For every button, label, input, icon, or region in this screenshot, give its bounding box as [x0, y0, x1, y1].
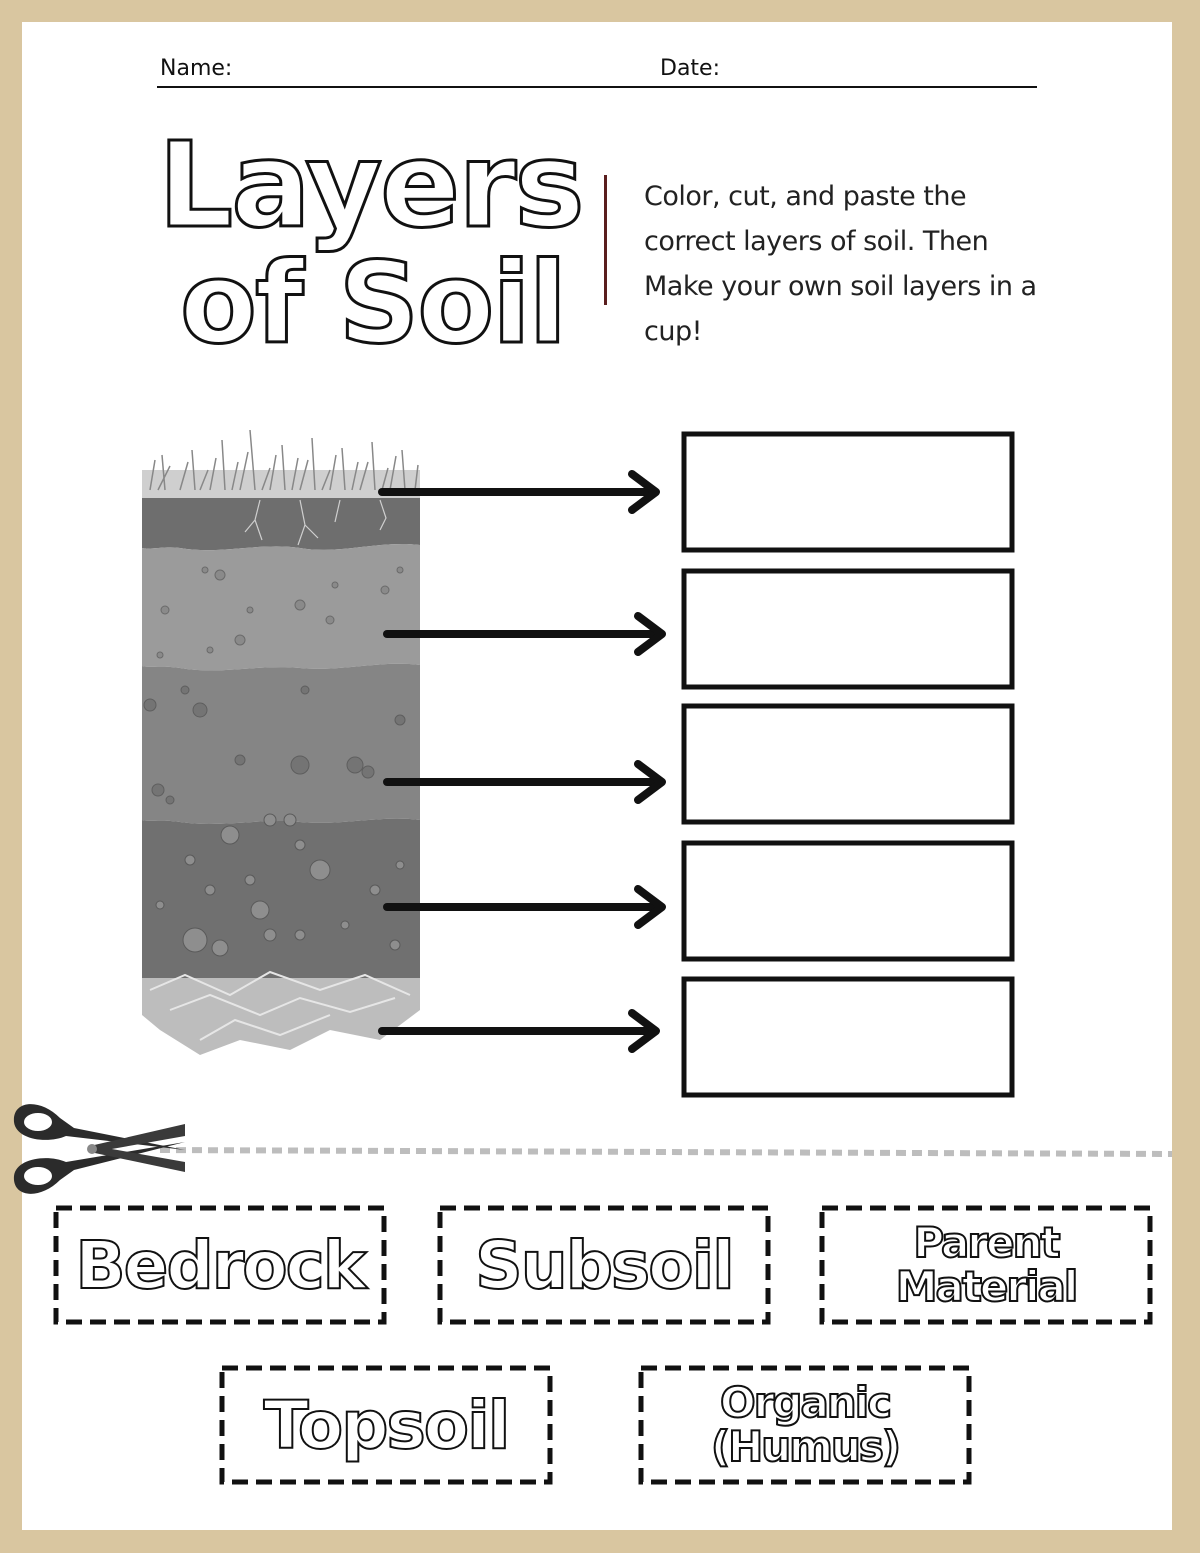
card-bedrock[interactable] [56, 1208, 384, 1322]
card-parent-label-1: Parent [913, 1218, 1059, 1267]
answer-box-1[interactable] [684, 434, 1012, 550]
card-organic-label-2: (Humus) [710, 1422, 900, 1471]
card-bedrock-label: Bedrock [75, 1226, 365, 1304]
title-line-1: Layers [158, 116, 583, 254]
title-line-2: of Soil [180, 239, 566, 369]
answer-box-2[interactable] [684, 571, 1012, 687]
grass-layer [142, 430, 420, 498]
date-label: Date: [660, 56, 720, 81]
parent-material-layer-shape [142, 819, 420, 978]
card-organic-label-1: Organic [719, 1378, 891, 1427]
topsoil-layer-shape [142, 544, 420, 670]
card-subsoil-label: Subsoil [475, 1226, 733, 1304]
card-parent-label-2: Material [895, 1262, 1077, 1311]
card-organic[interactable] [641, 1368, 969, 1482]
card-subsoil[interactable] [440, 1208, 768, 1322]
name-label: Name: [160, 56, 233, 81]
cut-line [160, 1150, 1172, 1154]
card-topsoil[interactable] [222, 1368, 550, 1482]
card-parent-material[interactable] [822, 1208, 1150, 1322]
bedrock-layer-shape [142, 978, 420, 1055]
scissors-icon [14, 1104, 185, 1194]
card-topsoil-label: Topsoil [263, 1386, 509, 1464]
answer-box-3[interactable] [684, 706, 1012, 822]
answer-box-5[interactable] [684, 979, 1012, 1095]
instructions-text: Color, cut, and paste the correct layers of soil. Then Make your own soil layers in a cup! [644, 181, 1037, 347]
organic-layer-shape [142, 498, 420, 550]
answer-box-4[interactable] [684, 843, 1012, 959]
